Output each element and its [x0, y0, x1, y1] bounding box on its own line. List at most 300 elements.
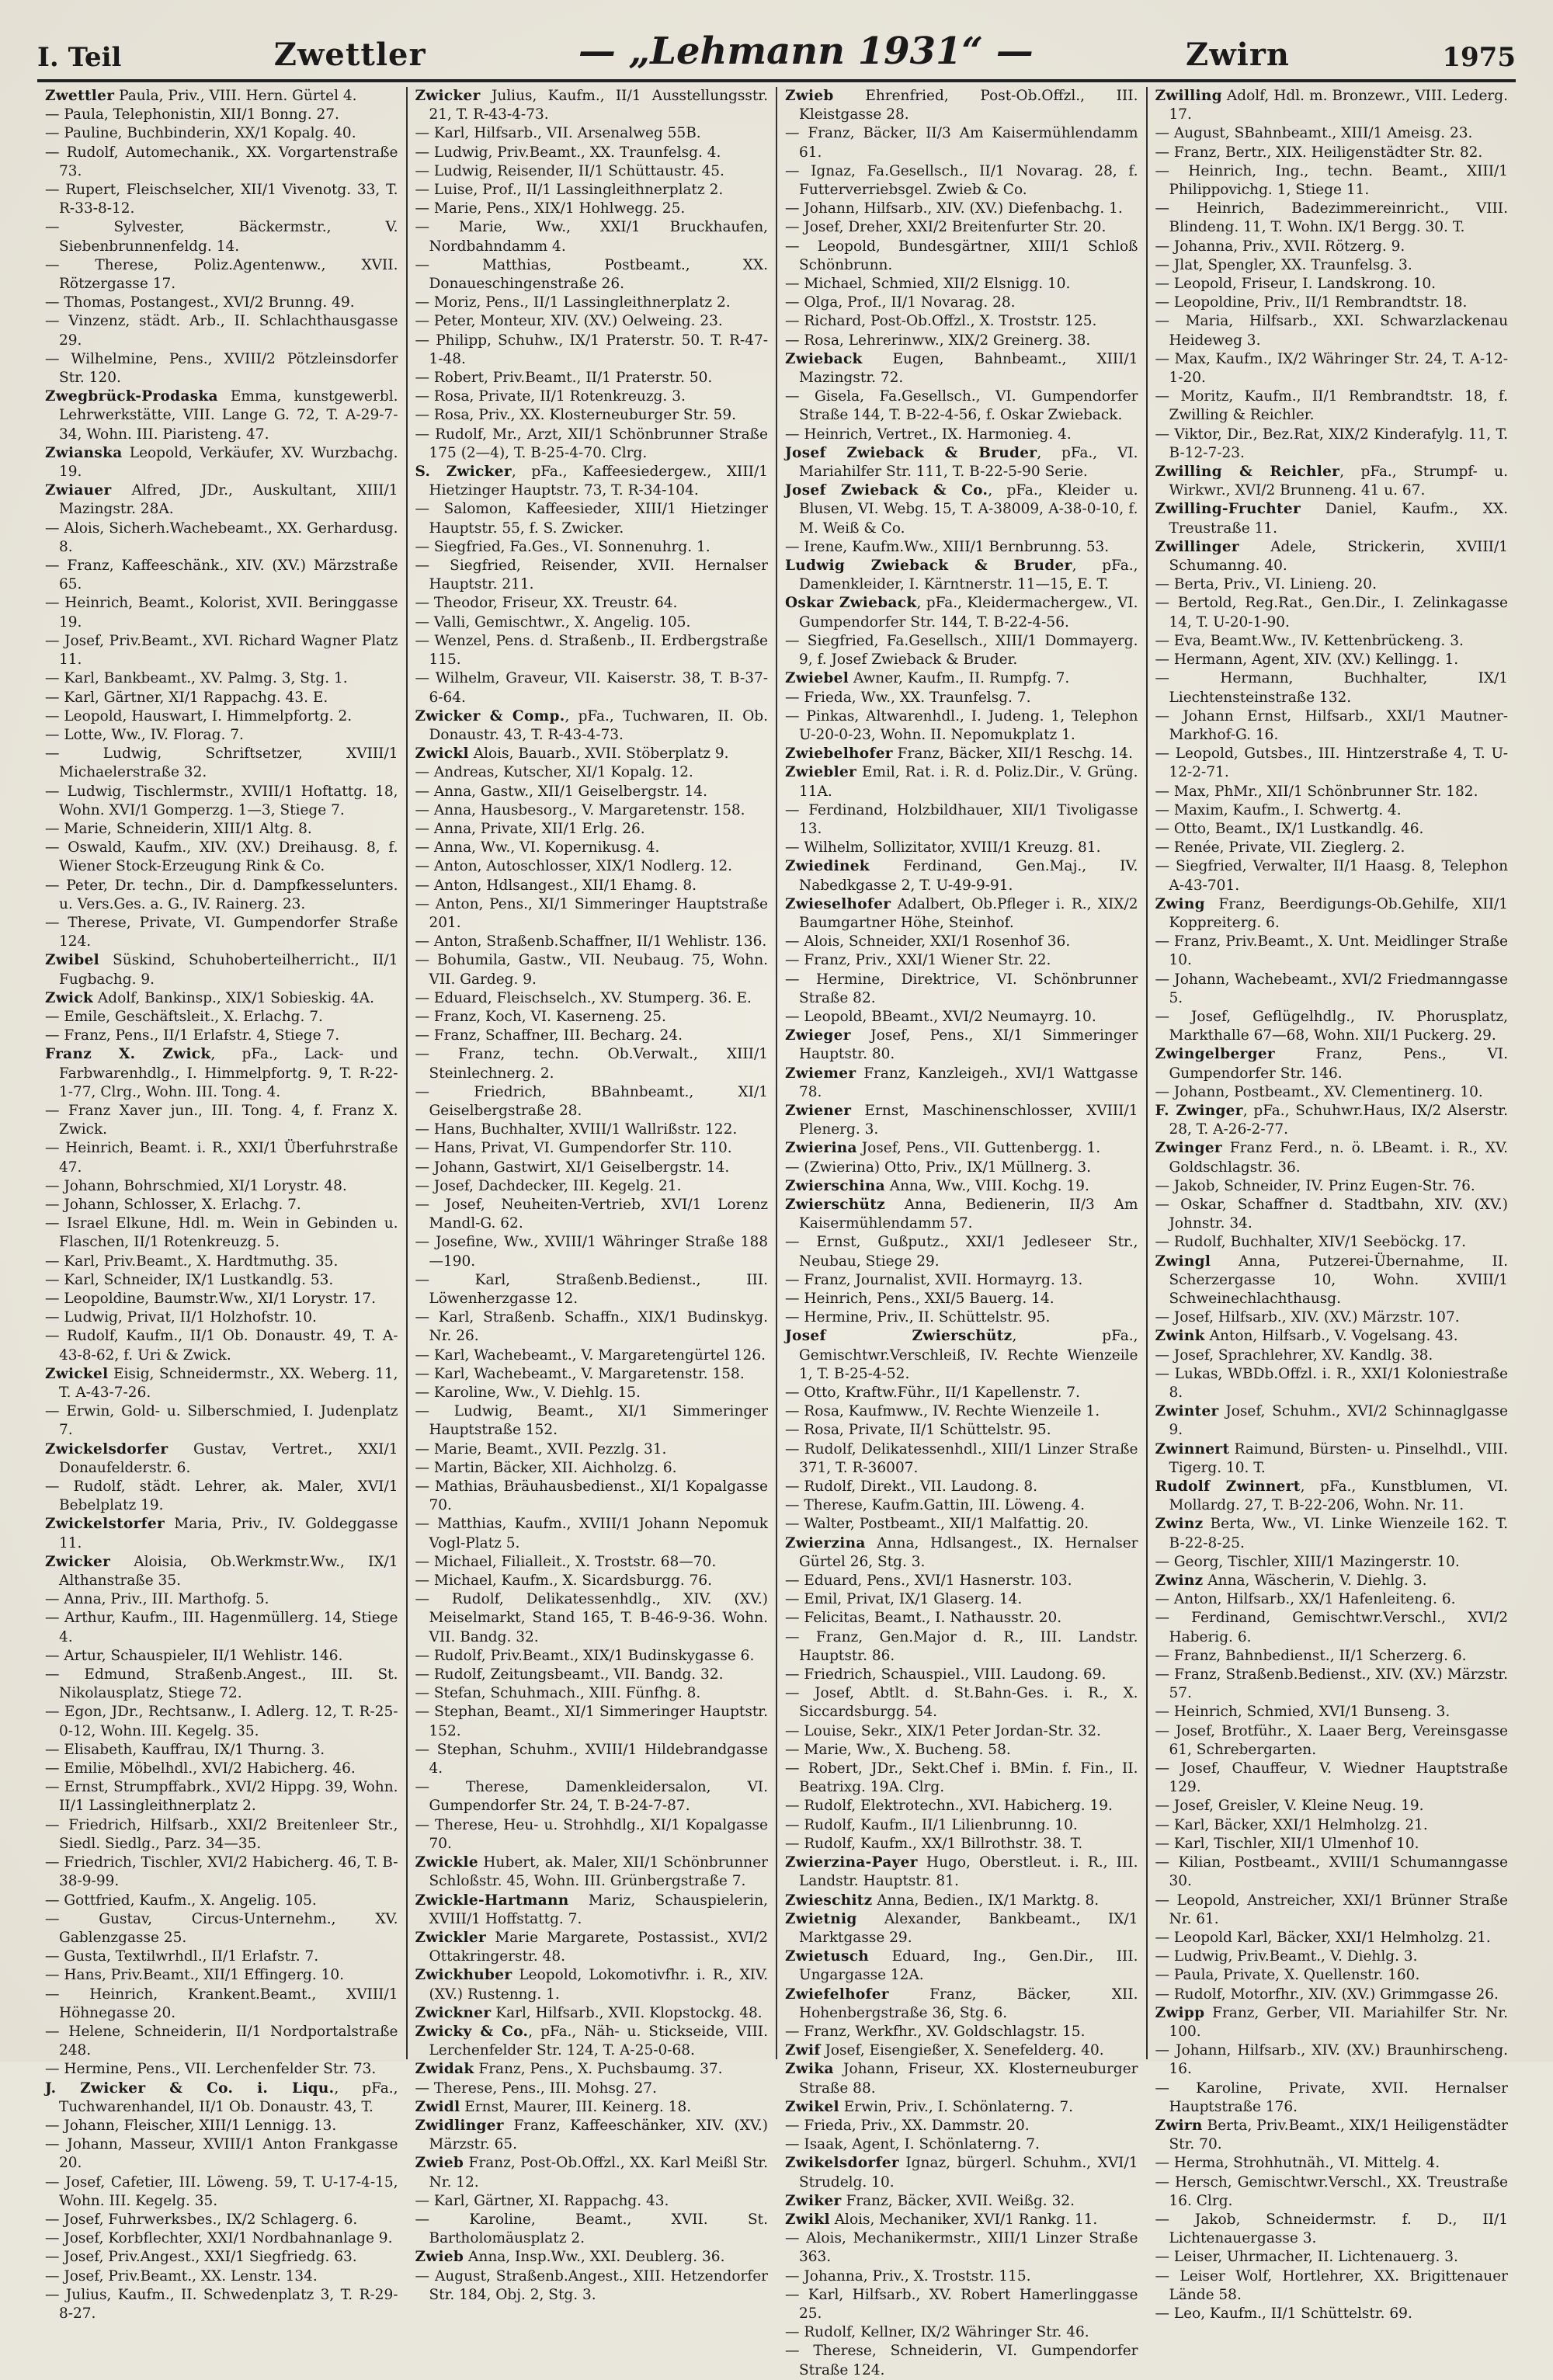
- entry-text: — Wenzel, Pens. d. Straßenb., II. Erdbergstraße 115.: [415, 632, 768, 669]
- entry-text: — Karoline, Ww., V. Diehlg. 15.: [415, 1385, 641, 1402]
- directory-entry: [1155, 238, 1509, 256]
- entry-text: Josef, Pens., XI/1 Simmeringer Hauptstr. 80.: [799, 1027, 1138, 1063]
- directory-entry: [415, 877, 769, 895]
- directory-entry: [1155, 971, 1509, 1008]
- entry-text: — Johann, Wachebeamt., XVI/2 Friedmanngasse 5.: [1155, 971, 1508, 1006]
- entry-text: Eugen, Bahnbeamt., XIII/1 Mazingstr. 72.: [799, 350, 1138, 387]
- directory-entry: [45, 951, 398, 988]
- directory-entry: [415, 2098, 769, 2117]
- entry-text: — Viktor, Dir., Bez.Rat, XIX/2 Kinderafylg. 11, T. B-12-7-23.: [1155, 426, 1508, 461]
- directory-entry: [45, 1271, 398, 1290]
- entry-text: , pFa., Kaffeesiedergew., XIII/1 Hietzinger Hauptstr. 73, T. R-34-104.: [429, 464, 768, 499]
- directory-entry: [45, 1402, 398, 1440]
- entry-text: — Lotte, Ww., IV. Florag. 7.: [45, 726, 244, 743]
- entry-text: — Anna, Hausbesorg., V. Margaretenstr. 158.: [415, 801, 745, 818]
- entry-text: — Bohumila, Gastw., VII. Neubaug. 75, Wohn. VII. Gardeg. 9.: [415, 952, 768, 988]
- directory-entry: [415, 951, 769, 988]
- entry-text: — Hersch, Gemischtwr.Verschl., XX. Treustraße 16. Clrg.: [1155, 2173, 1508, 2209]
- directory-entry: [1155, 2267, 1509, 2305]
- entry-text: — Josef, Korbflechter, XXI/1 Nordbahnanlage 9.: [45, 2230, 393, 2247]
- entry-text: — Ferdinand, Gemischtwr.Verschl., XVI/2 Haberig. 6.: [1155, 1610, 1508, 1645]
- entry-surname: Zwickhuber: [415, 1967, 512, 1984]
- directory-entry: [415, 613, 769, 632]
- entry-text: — Johann Ernst, Hilfsarb., XXI/1 Mautner-Markhof-G. 16.: [1155, 707, 1508, 743]
- entry-text: — Heinrich, Badezimmereinricht., VIII. Blindeng. 11, T. Wohn. IX/1 Bergg. 30. T.: [1155, 200, 1508, 236]
- entry-text: Paula, Priv., VIII. Hern. Gürtel 4.: [114, 88, 357, 104]
- directory-entry: [415, 2211, 769, 2248]
- entry-text: — Therese, Heu- u. Strohhdlg., XI/1 Kopalgasse 70.: [415, 1816, 768, 1852]
- directory-entry: [415, 1384, 769, 1402]
- entry-text: — Johann, Hilfsarb., XIV. (XV.) Diefenbachg. 1.: [785, 200, 1123, 217]
- entry-text: — August, Straßenb.Angest., XIII. Hetzendorfer Str. 184, Obj. 2, Stg. 3.: [415, 2267, 768, 2303]
- directory-entry: [785, 1722, 1138, 1741]
- entry-text: Mariz, Schauspielerin, XVIII/1 Hoffstattg. 7.: [429, 1892, 768, 1927]
- entry-text: — Josef, Fuhrwerksbes., IX/2 Schlagerg. 6.: [45, 2211, 358, 2228]
- entry-text: — Karl, Wachebeamt., V. Margaretengürtel 126.: [415, 1346, 766, 1364]
- directory-entry: [415, 2117, 769, 2154]
- entry-text: — Eduard, Pens., XVI/1 Hasnerstr. 103.: [785, 1572, 1072, 1590]
- directory-entry: [415, 124, 769, 143]
- entry-text: Anna, Bedienerin, II/3 Am Kaisermühlendamm 57.: [799, 1196, 1138, 1232]
- directory-entry: [785, 2342, 1138, 2379]
- entry-text: — Friedrich, Hilfsarb., XXI/2 Breitenleer Str., Siedl. Siedlg., Parz. 34—35.: [45, 1816, 398, 1852]
- entry-text: — Elisabeth, Kauffrau, IX/1 Thurng. 3.: [45, 1741, 325, 1758]
- directory-entry: [1155, 2305, 1509, 2323]
- directory-entry: [785, 1816, 1138, 1835]
- entry-surname: Zwirn: [1155, 2117, 1203, 2134]
- entry-text: — Georg, Tischler, XIII/1 Mazingerstr. 10.: [1155, 1553, 1460, 1570]
- directory-entry: [1155, 1703, 1509, 1722]
- directory-entry: [1155, 1515, 1509, 1552]
- entry-text: — Otto, Kraftw.Führ., II/1 Kapellenstr. 7.: [785, 1385, 1080, 1402]
- entry-text: Awner, Kaufm., II. Rumpfg. 7.: [849, 670, 1070, 687]
- directory-entry: [45, 1045, 398, 1102]
- entry-text: — Franz, Bäcker, II/3 Am Kaisermühlendamm 61.: [785, 125, 1138, 161]
- entry-text: Franz, Beerdigungs-Ob.Gehilfe, XII/1 Koppreiterg. 6.: [1169, 895, 1508, 931]
- directory-entry: [45, 2267, 398, 2286]
- directory-entry: [45, 124, 398, 143]
- directory-entry: [45, 1741, 398, 1760]
- directory-entry: [415, 426, 769, 463]
- entry-text: — Max, PhMr., XII/1 Schönbrunner Str. 182.: [1155, 783, 1478, 800]
- directory-entry: [415, 1572, 769, 1590]
- entry-text: — Hans, Buchhalter, XVIII/1 Wallrißstr. 122.: [415, 1121, 738, 1138]
- entry-text: — Hermine, Pens., VII. Lerchenfelder Str. 73.: [45, 2061, 377, 2078]
- directory-entry: [415, 1703, 769, 1740]
- directory-entry: [785, 1534, 1138, 1572]
- directory-entry: [1155, 1045, 1509, 1082]
- entry-text: Anna, Ww., VIII. Kochg. 19.: [884, 1177, 1089, 1194]
- directory-entry: [785, 2286, 1138, 2323]
- entry-surname: Zwicker & Comp.: [415, 707, 565, 724]
- entry-surname: Zwianska: [45, 444, 123, 461]
- directory-entry: [1155, 2154, 1509, 2173]
- entry-text: , pFa., Schuhwr.Haus, IX/2 Alserstr. 28, T. A-26-2-77.: [1169, 1102, 1508, 1138]
- entry-text: , pFa., Kunstblumen, VI. Mollardg. 27, T. B-22-206, Wohn. Nr. 11.: [1169, 1478, 1508, 1514]
- directory-entry: [45, 1214, 398, 1252]
- directory-entry: [785, 87, 1138, 124]
- entry-text: — Philipp, Schuhw., IX/1 Praterstr. 50. T. R-47-1-48.: [415, 332, 768, 367]
- directory-entry: [45, 1365, 398, 1402]
- directory-entry: [415, 1159, 769, 1177]
- entry-text: — Leopold, Friseur, I. Landskrong. 10.: [1155, 276, 1437, 293]
- directory-entry: [785, 2154, 1138, 2191]
- directory-entry: [1155, 426, 1509, 463]
- directory-entry: [785, 2041, 1138, 2060]
- part-label: I. Teil: [37, 42, 122, 73]
- entry-text: — Josef, Dreher, XXI/2 Breitenfurter Str. 20.: [785, 219, 1107, 236]
- entry-text: — Siegfried, Fa.Ges., VI. Sonnenuhrg. 1.: [415, 538, 710, 555]
- entry-text: , pFa., Strumpf- u. Wirkwr., XVI/2 Brunneng. 41 u. 67.: [1169, 464, 1508, 499]
- directory-entry: [785, 444, 1138, 481]
- directory-entry: [45, 2248, 398, 2267]
- directory-entry: [785, 669, 1138, 688]
- directory-entry: [1155, 1854, 1509, 1891]
- entry-surname: Zwilling & Reichler: [1155, 464, 1340, 481]
- directory-entry: [785, 895, 1138, 933]
- directory-entry: [1155, 387, 1509, 425]
- entry-surname: Zwickelstorfer: [45, 1516, 165, 1533]
- directory-entry: [1155, 275, 1509, 294]
- entry-surname: Zwiker: [785, 2192, 842, 2209]
- entry-text: — Robert, JDr., Sekt.Chef i. BMin. f. Fin., II. Beatrixg. 19A. Clrg.: [785, 1760, 1138, 1796]
- entry-text: — Stephan, Schuhm., XVIII/1 Hildebrandgasse 4.: [415, 1741, 768, 1777]
- entry-text: — Walter, Postbeamt., XII/1 Malfattig. 20.: [785, 1516, 1089, 1533]
- directory-entry: [415, 1553, 769, 1572]
- entry-surname: Zwietusch: [785, 1948, 870, 1965]
- directory-entry: [1155, 2004, 1509, 2041]
- entry-text: — Anton, Straßenb.Schaffner, II/1 Wehlistr. 136.: [415, 933, 767, 950]
- entry-text: — Frieda, Ww., XX. Traunfelsg. 7.: [785, 689, 1031, 706]
- directory-entry: [1155, 144, 1509, 162]
- directory-entry: [785, 1947, 1138, 1985]
- entry-text: — Johanna, Priv., XVII. Rötzerg. 9.: [1155, 238, 1405, 255]
- entry-text: — Paula, Telephonistin, XII/1 Bonng. 27.: [45, 106, 339, 123]
- entry-text: — Rudolf, städt. Lehrer, ak. Maler, XVI/1 Bebelplatz 19.: [45, 1478, 398, 1514]
- directory-entry: [415, 801, 769, 820]
- entry-text: — Anna, Priv., III. Marthofg. 5.: [45, 1591, 269, 1608]
- directory-entry: [1155, 1478, 1509, 1515]
- directory-entry: [785, 1290, 1138, 1308]
- directory-entry: [1155, 1647, 1509, 1666]
- entry-text: — Sylvester, Bäckermstr., V. Siebenbrunnenfeldg. 14.: [45, 219, 398, 255]
- entry-surname: Rudolf Zwinnert: [1155, 1478, 1301, 1496]
- entry-surname: Zwierschütz: [785, 1196, 885, 1213]
- directory-entry: [785, 1760, 1138, 1797]
- directory-entry: [415, 87, 769, 124]
- entry-text: — Ignaz, Fa.Gesellsch., II/1 Novarag. 28, f. Futterverriebsgel. Zwieb & Co.: [785, 162, 1138, 199]
- directory-entry: [415, 406, 769, 425]
- directory-entry: [45, 1966, 398, 1985]
- directory-entry: [785, 1308, 1138, 1327]
- entry-text: — Friedrich, BBahnbeamt., XI/1 Geiselbergstraße 28.: [415, 1083, 768, 1119]
- directory-entry: [785, 1440, 1138, 1478]
- directory-entry: [1155, 538, 1509, 575]
- directory-entry: [785, 839, 1138, 857]
- entry-surname: Zwierschina: [785, 1177, 885, 1194]
- entry-surname: Josef Zwieback & Bruder: [785, 444, 1037, 461]
- entry-text: — Leopold, Gutsbes., III. Hintzerstraße 4, T. U-12-2-71.: [1155, 745, 1508, 781]
- entry-text: — Josef, Hilfsarb., XIV. (XV.) Märzstr. 107.: [1155, 1309, 1460, 1326]
- entry-text: Ferdinand, Gen.Maj., IV. Nabedkgasse 2, T. U-49-9-91.: [799, 858, 1138, 894]
- entry-text: — Pauline, Buchbinderin, XX/1 Kopalg. 40.: [45, 125, 356, 142]
- entry-text: — Rudolf, Kaufm., II/1 Lilienbrunng. 10.: [785, 1816, 1078, 1833]
- directory-entry: [785, 971, 1138, 1008]
- entry-text: Berta, Ww., VI. Linke Wienzeile 162. T. B-22-8-25.: [1169, 1516, 1508, 1551]
- directory-entry: [1155, 1986, 1509, 2004]
- directory-entry: [785, 1835, 1138, 1854]
- directory-entry: [785, 557, 1138, 594]
- directory-entry: [785, 1572, 1138, 1590]
- directory-entry: [415, 1440, 769, 1459]
- directory-entry: [1155, 1008, 1509, 1045]
- directory-entry: [1155, 707, 1509, 745]
- entry-text: — Therese, Schneiderin, VI. Gumpendorfer Straße 124.: [785, 2343, 1138, 2378]
- directory-entry: [415, 1308, 769, 1346]
- entry-text: Berta, Priv.Beamt., XIX/1 Heiligenstädter Str. 70.: [1169, 2117, 1508, 2153]
- directory-entry: [45, 1008, 398, 1027]
- entry-text: Ignaz, bürgerl. Schuhm., XVI/1 Strudelg. 10.: [799, 2155, 1138, 2191]
- directory-entry: [45, 106, 398, 124]
- directory-entry: [1155, 575, 1509, 594]
- entry-text: — Stephan, Beamt., XI/1 Simmeringer Hauptstr. 152.: [415, 1704, 768, 1739]
- entry-text: Franz Ferd., n. ö. LBeamt. i. R., XV. Goldschlagstr. 36.: [1169, 1140, 1508, 1176]
- entry-text: — Martin, Bäcker, XII. Aichholzg. 6.: [415, 1459, 677, 1476]
- entry-text: — Siegfried, Reisender, XVII. Hernalser Hauptstr. 211.: [415, 558, 768, 593]
- directory-entry: [45, 1515, 398, 1552]
- directory-entry: [45, 2229, 398, 2248]
- entry-text: — Julius, Kaufm., II. Schwedenplatz 3, T. R-29-8-27.: [45, 2286, 398, 2322]
- directory-entry: [785, 332, 1138, 350]
- directory-entry: [785, 387, 1138, 425]
- entry-text: Anna, Insp.Ww., XXI. Deublerg. 36.: [464, 2249, 725, 2266]
- entry-text: — Karl, Hilfsarb., XV. Robert Hamerlinggasse 25.: [785, 2286, 1138, 2322]
- directory-entry: [415, 989, 769, 1008]
- directory-entry: [45, 350, 398, 387]
- entry-text: — Frieda, Priv., XX. Dammstr. 20.: [785, 2117, 1030, 2134]
- directory-entry: [785, 2192, 1138, 2211]
- directory-entry: [785, 1159, 1138, 1177]
- directory-entry: [45, 1253, 398, 1271]
- entry-surname: Zwettler: [45, 88, 115, 104]
- directory-entry: [415, 1045, 769, 1082]
- directory-entry: [45, 1816, 398, 1854]
- entry-text: — Rosa, Private, II/1 Schüttelstr. 95.: [785, 1422, 1051, 1439]
- entry-text: — Anna, Gastw., XII/1 Geiselbergstr. 14.: [415, 783, 707, 800]
- directory-entry: [45, 914, 398, 951]
- directory-entry: [1155, 1139, 1509, 1176]
- entry-text: — Rudolf, Mr., Arzt, XII/1 Schönbrunner Straße 175 (2—4), T. B-25-4-70. Clrg.: [415, 426, 768, 461]
- directory-entry: [415, 1892, 769, 1929]
- entry-text: — Anton, Hilfsarb., XX/1 Hafenleiteng. 6.: [1155, 1591, 1456, 1608]
- entry-text: — Heinrich, Pens., XXI/5 Bauerg. 14.: [785, 1291, 1054, 1307]
- directory-entry: [415, 1816, 769, 1854]
- directory-entry: [415, 1083, 769, 1121]
- directory-entry: [415, 594, 769, 613]
- entry-surname: Zwillinger: [1155, 538, 1239, 555]
- directory-entry: [1155, 783, 1509, 801]
- entry-text: — Isaak, Agent, I. Schönlaterng. 7.: [785, 2136, 1040, 2153]
- entry-surname: Zwickler: [415, 1929, 486, 1946]
- entry-text: — Ludwig, Schriftsetzer, XVIII/1 Michaelerstraße 32.: [45, 745, 398, 781]
- directory-entry: [1155, 1816, 1509, 1835]
- entry-text: Johann, Friseur, XX. Klosterneuburger Straße 88.: [799, 2061, 1138, 2097]
- directory-entry: [415, 1459, 769, 1478]
- directory-entry: [45, 256, 398, 294]
- directory-entry: [785, 1666, 1138, 1684]
- directory-entry: [1155, 1929, 1509, 1947]
- directory-entry: [415, 2154, 769, 2191]
- directory-entry: [415, 218, 769, 255]
- entry-text: — Pinkas, Altwarenhdl., I. Judeng. 1, Telephon U-20-0-23, Wohn. II. Nepomukplatz 1.: [785, 707, 1138, 743]
- directory-entry: [1155, 651, 1509, 669]
- entry-text: — Israel Elkune, Hdl. m. Wein in Gebinden u. Flaschen, II/1 Rotenkreuzg. 5.: [45, 1215, 398, 1251]
- directory-entry: [415, 1515, 769, 1552]
- entry-surname: Zwieselhofer: [785, 895, 891, 912]
- directory-entry: [785, 2135, 1138, 2154]
- entry-text: Ernst, Maurer, III. Keinerg. 18.: [460, 2098, 692, 2115]
- directory-entry: [785, 1421, 1138, 1440]
- entry-text: — Stefan, Schuhmach., XIII. Fünfhg. 8.: [415, 1685, 701, 1702]
- directory-entry: [785, 538, 1138, 557]
- entry-text: — Jakob, Schneider, IV. Prinz Eugen-Str. 76.: [1155, 1177, 1475, 1194]
- directory-entry: [785, 763, 1138, 801]
- entry-surname: Zwicky & Co.: [415, 2023, 529, 2040]
- entry-surname: Zwibel: [45, 952, 99, 969]
- directory-entry: [785, 1797, 1138, 1815]
- directory-entry: [415, 2192, 769, 2211]
- directory-entry: [785, 594, 1138, 631]
- directory-entry: [45, 820, 398, 839]
- entry-text: — Alois, Sicherh.Wachebeamt., XX. Gerhardusg. 8.: [45, 519, 398, 555]
- directory-entry: [45, 632, 398, 669]
- entry-text: — Peter, Monteur, XIV. (XV.) Oelweing. 23.: [415, 313, 723, 330]
- directory-entry: [1155, 1402, 1509, 1440]
- entry-surname: Josef Zwieback & Co.: [785, 482, 988, 499]
- entry-text: — Anton, Hdlsangest., XII/1 Ehamg. 8.: [415, 877, 697, 894]
- directory-entry: [415, 1402, 769, 1440]
- directory-entry: [45, 2079, 398, 2117]
- directory-entry: [415, 1478, 769, 1515]
- entry-text: Josef, Eisengießer, X. Senefelderg. 40.: [820, 2042, 1104, 2059]
- entry-surname: Zwif: [785, 2042, 821, 2059]
- directory-entry: [785, 1402, 1138, 1421]
- entry-text: , pFa., Kleider u. Blusen, VI. Webg. 15, T. A-38009, A-38-0-10, f. M. Weiß & Co.: [799, 482, 1138, 537]
- directory-entry: [1155, 1835, 1509, 1854]
- directory-entry: [415, 2060, 769, 2079]
- entry-text: — Josef, Priv.Beamt., XVI. Richard Wagner Platz 11.: [45, 632, 398, 669]
- entry-text: — Maxim, Kaufm., I. Schwertg. 4.: [1155, 801, 1402, 818]
- entry-text: — Leopold, Anstreicher, XXI/1 Brünner Straße Nr. 61.: [1155, 1892, 1508, 1927]
- directory-entry: [415, 783, 769, 801]
- directory-entry: [45, 1647, 398, 1666]
- entry-text: Süskind, Schuhoberteilherricht., II/1 Fugbachg. 9.: [59, 952, 398, 988]
- entry-text: Leopold, Lokomotivfhr. i. R., XIV. (XV.) Rustenng. 1.: [429, 1967, 768, 2003]
- entry-text: — Herma, Strohhutnäh., VI. Mittelg. 4.: [1155, 2155, 1440, 2172]
- entry-text: Josef, Pens., VII. Guttenbergg. 1.: [856, 1140, 1101, 1157]
- entry-text: — Johann, Bohrschmied, XI/1 Lorystr. 48.: [45, 1177, 347, 1194]
- entry-text: Anna, Hdlsangest., IX. Hernalser Gürtel 26, Stg. 3.: [799, 1534, 1138, 1570]
- directory-entry: [415, 144, 769, 162]
- directory-entry: [415, 162, 769, 181]
- directory-entry: [1155, 1609, 1509, 1646]
- directory-entry: [45, 745, 398, 782]
- entry-text: — Therese, Kaufm.Gattin, III. Löweng. 4.: [785, 1497, 1085, 1514]
- directory-entry: [1155, 124, 1509, 143]
- directory-entry: [45, 1196, 398, 1214]
- directory-entry: [45, 1666, 398, 1703]
- entry-text: — Karl, Tischler, XII/1 Ulmenhof 10.: [1155, 1835, 1419, 1852]
- entry-text: Emma, kunstgewerbl. Lehrwerkstätte, VIII. Lange G. 72, T. A-29-7-34, Wohn. III. Piaristeng. 47.: [59, 388, 398, 443]
- directory-entry: [415, 1647, 769, 1666]
- directory-entry: [785, 745, 1138, 763]
- entry-text: — Friedrich, Schauspiel., VIII. Laudong. 69.: [785, 1666, 1107, 1683]
- entry-text: — Irene, Kaufm.Ww., XIII/1 Bernbrunng. 53.: [785, 538, 1110, 555]
- directory-title: — „Lehmann 1931“ —: [578, 30, 1034, 73]
- directory-entry: [45, 594, 398, 631]
- directory-entry: [45, 1609, 398, 1646]
- directory-entry: [415, 1271, 769, 1308]
- directory-entry: [415, 2079, 769, 2098]
- entry-text: — Karoline, Private, XVII. Hernalser Hauptstraße 176.: [1155, 2079, 1508, 2115]
- directory-entry: [45, 877, 398, 914]
- directory-entry: [415, 2023, 769, 2060]
- directory-entry: [785, 1027, 1138, 1064]
- directory-entry: [45, 1892, 398, 1910]
- directory-entry: [1155, 895, 1509, 933]
- directory-entry: [45, 1590, 398, 1609]
- directory-entry: [785, 1496, 1138, 1515]
- directory-entry: [415, 820, 769, 839]
- entry-text: — Leiser Wolf, Hortlehrer, XX. Brigittenauer Lände 58.: [1155, 2267, 1508, 2303]
- entry-surname: Zwiener: [785, 1102, 852, 1119]
- entry-text: — Leiser, Uhrmacher, II. Lichtenauerg. 3.: [1155, 2249, 1458, 2266]
- entry-surname: Zwing: [1155, 895, 1205, 912]
- entry-text: — Friedrich, Tischler, XVI/2 Habicherg. 46, T. B-38-9-99.: [45, 1854, 398, 1890]
- entry-text: — Olga, Prof., II/1 Novarag. 28.: [785, 294, 1016, 311]
- page-header: [37, 31, 1516, 82]
- entry-text: — Hermine, Direktrice, VI. Schönbrunner Straße 82.: [785, 971, 1138, 1006]
- directory-entry: [785, 1233, 1138, 1270]
- entry-text: — Ferdinand, Holzbildhauer, XII/1 Tivoligasse 13.: [785, 801, 1138, 837]
- entry-text: — Karl, Straßenb. Schaffn., XIX/1 Budinskyg. Nr. 26.: [415, 1309, 768, 1345]
- directory-entry: [785, 2117, 1138, 2135]
- entry-text: — Leopoldine, Priv., II/1 Rembrandtstr. 18.: [1155, 294, 1468, 311]
- entry-text: — Vinzenz, städt. Arb., II. Schlachthausgasse 29.: [45, 313, 398, 349]
- directory-entry: [785, 1590, 1138, 1609]
- directory-entry: [415, 857, 769, 876]
- entry-text: — Siegfried, Fa.Gesellsch., XIII/1 Dommayerg. 9, f. Josef Zwieback & Bruder.: [785, 632, 1138, 669]
- entry-text: Alexander, Bankbeamt., IX/1 Marktgasse 29.: [799, 1910, 1138, 1946]
- entry-text: — Anna, Ww., VI. Kopernikusg. 4.: [415, 839, 660, 856]
- entry-text: — Alois, Mechanikermstr., XIII/1 Linzer Straße 363.: [785, 2230, 1138, 2266]
- directory-entry: [1155, 2248, 1509, 2267]
- entry-text: — Leopoldine, Baumstr.Ww., XI/1 Lorystr. 17.: [45, 1291, 377, 1307]
- directory-entry: [1155, 1083, 1509, 1102]
- entry-text: — Josef, Chauffeur, V. Wiedner Hauptstraße 129.: [1155, 1760, 1508, 1796]
- left-keyword: Zwettler: [273, 36, 426, 73]
- entry-text: — Robert, Priv.Beamt., II/1 Praterstr. 50.: [415, 370, 713, 387]
- entry-text: Franz, Post-Ob.Offzl., XX. Karl Meißl Str. Nr. 12.: [429, 2155, 768, 2191]
- entry-text: Franz, Pens., X. Puchsbaumg. 37.: [474, 2061, 723, 2078]
- directory-entry: [45, 1778, 398, 1815]
- entry-surname: Zwiebelhofer: [785, 745, 893, 763]
- directory-entry: [1155, 801, 1509, 820]
- directory-entry: [785, 1854, 1138, 1891]
- directory-entry: [45, 1308, 398, 1327]
- column-4: [1148, 87, 1517, 2322]
- entry-text: — Franz, Bertr., XIX. Heiligenstädter Str. 82.: [1155, 144, 1483, 161]
